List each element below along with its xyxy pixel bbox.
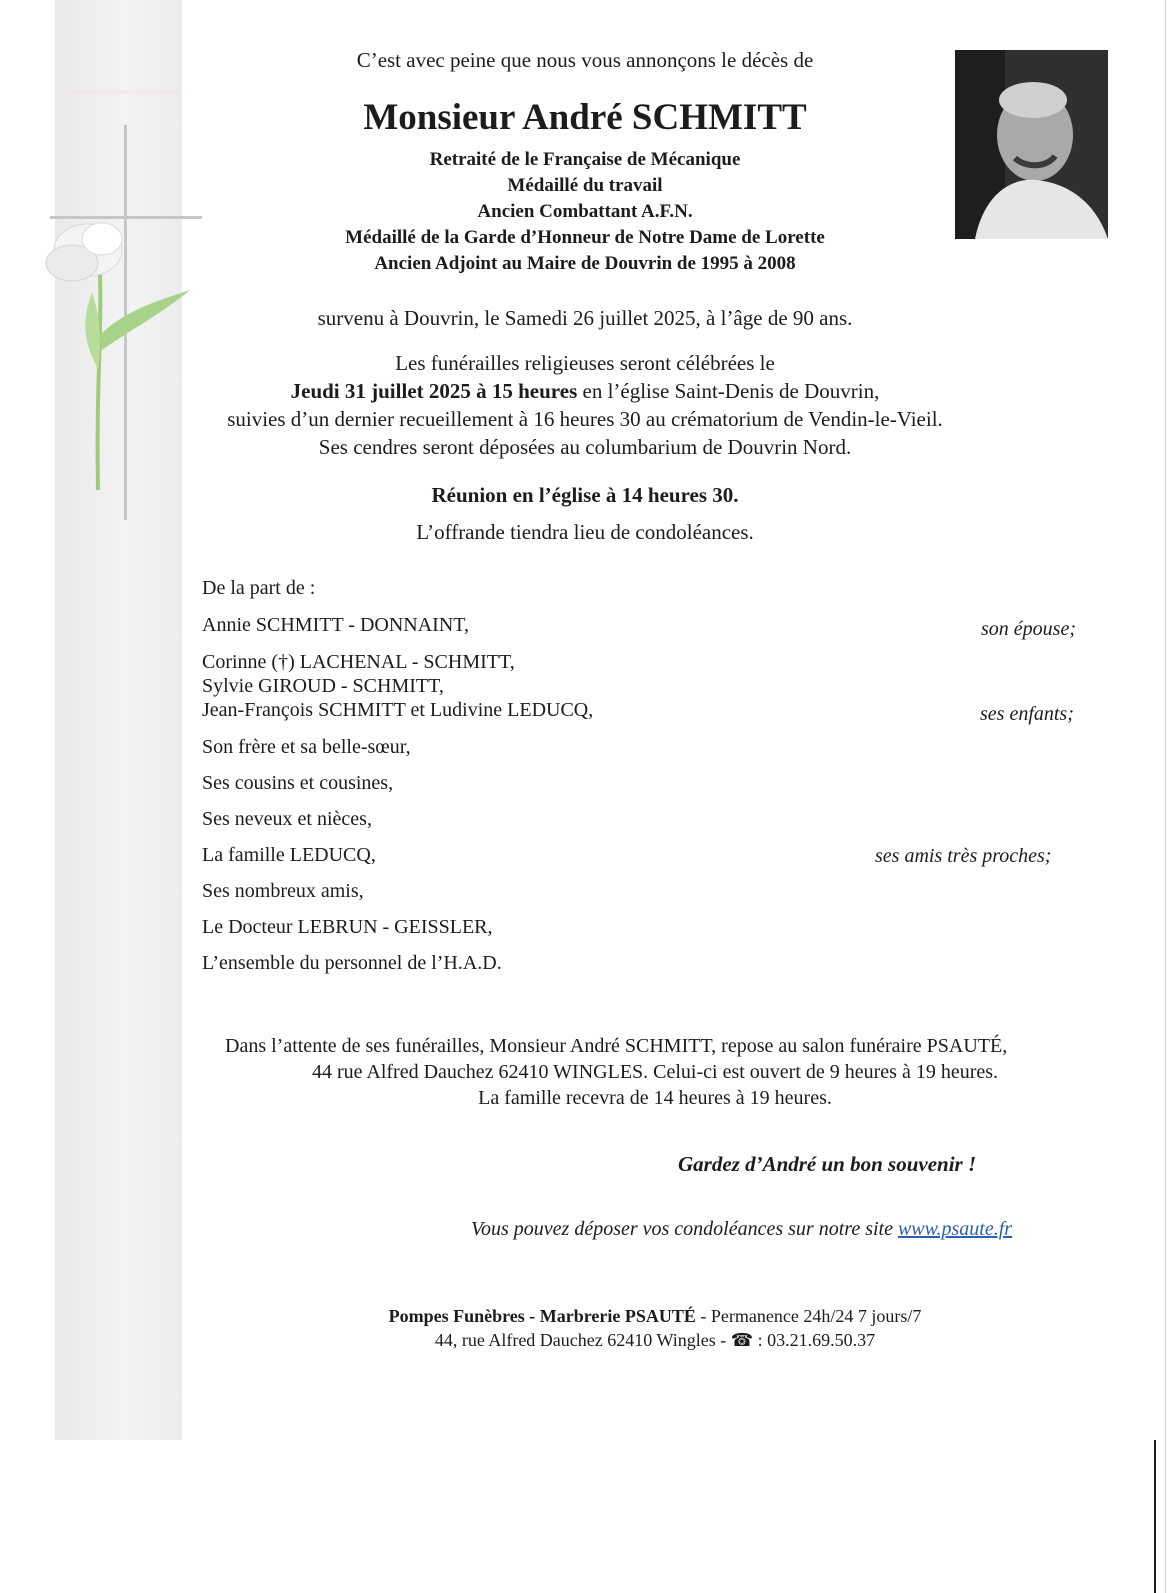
- relation-label: son épouse;: [981, 618, 1076, 640]
- funeral-line: Ses cendres seront déposées au columbarium de Douvrin Nord.: [318, 435, 852, 459]
- announcement-intro: C’est avec peine que nous vous annonçons le décès de: [356, 48, 814, 72]
- funeral-date-line: [0, 379, 1170, 404]
- title-line: Médaillé du travail: [507, 175, 663, 196]
- family-line: L’ensemble du personnel de l’H.A.D.: [202, 952, 502, 974]
- footer-company-line: [70, 1306, 1170, 1327]
- family-line: Jean-François SCHMITT et Ludivine LEDUCQ,: [202, 699, 594, 721]
- title-line: Médaillé de la Garde d’Honneur de Notre Dame de Lorette: [345, 227, 825, 248]
- footer-address-line: [70, 1330, 1170, 1351]
- family-line: Le Docteur LEBRUN - GEISSLER,: [202, 916, 493, 938]
- title-line: Retraité de le Française de Mécanique: [429, 149, 741, 170]
- family-intro: De la part de :: [202, 577, 316, 599]
- family-line: Ses neveux et nièces,: [202, 808, 372, 830]
- funeral-line: Les funérailles religieuses seront célébrées le: [395, 351, 775, 375]
- company-name: Pompes Funèbres - Marbrerie PSAUTÉ: [388, 1306, 696, 1326]
- title-line: Ancien Combattant A.F.N.: [477, 201, 693, 222]
- phone-number: : 03.21.69.50.37: [753, 1330, 876, 1350]
- page-edge-shadow: [1154, 1440, 1156, 1593]
- family-line: Son frère et sa belle-sœur,: [202, 736, 411, 758]
- wake-line: La famille recevra de 14 heures à 19 heures.: [478, 1087, 832, 1109]
- company-address: 44, rue Alfred Dauchez 62410 Wingles -: [434, 1330, 731, 1350]
- family-line: Sylvie GIROUD - SCHMITT,: [202, 675, 444, 697]
- funeral-place: en l’église Saint-Denis de Douvrin,: [577, 379, 880, 403]
- condolences-text: Vous pouvez déposer vos condoléances sur notre site: [471, 1218, 898, 1240]
- wake-line: Dans l’attente de ses funérailles, Monsieur André SCHMITT, repose au salon funéraire PSAUTÉ,: [225, 1035, 1008, 1057]
- death-notice: survenu à Douvrin, le Samedi 26 juillet 2025, à l’âge de 90 ans.: [317, 306, 853, 330]
- deceased-name: Monsieur André SCHMITT: [363, 97, 807, 138]
- website-link[interactable]: www.psaute.fr: [897, 1218, 1013, 1240]
- relation-label: ses amis très proches;: [875, 845, 1052, 867]
- closing-message: Gardez d’André un bon souvenir !: [678, 1152, 977, 1176]
- family-line: Ses nombreux amis,: [202, 880, 364, 902]
- phone-icon: ☎: [730, 1330, 754, 1350]
- family-line: Corinne (†) LACHENAL - SCHMITT,: [202, 651, 515, 673]
- permanence: - Permanence 24h/24 7 jours/7: [695, 1306, 922, 1326]
- offering-notice: L’offrande tiendra lieu de condoléances.: [416, 520, 754, 544]
- title-line: Ancien Adjoint au Maire de Douvrin de 1995 à 2008: [374, 253, 796, 274]
- family-line: Annie SCHMITT - DONNAINT,: [202, 614, 470, 636]
- condolences-notice: [471, 1218, 1012, 1241]
- relation-label: ses enfants;: [980, 703, 1074, 725]
- family-line: La famille LEDUCQ,: [202, 844, 376, 866]
- family-line: Ses cousins et cousines,: [202, 772, 394, 794]
- funeral-line: suivies d’un dernier recueillement à 16 heures 30 au crématorium de Vendin-le-Vieil.: [227, 407, 943, 431]
- wake-line: 44 rue Alfred Dauchez 62410 WINGLES. Celui-ci est ouvert de 9 heures à 19 heures.: [311, 1061, 999, 1083]
- reunion-notice: Réunion en l’église à 14 heures 30.: [431, 483, 739, 507]
- funeral-date: Jeudi 31 juillet 2025 à 15 heures: [290, 379, 578, 403]
